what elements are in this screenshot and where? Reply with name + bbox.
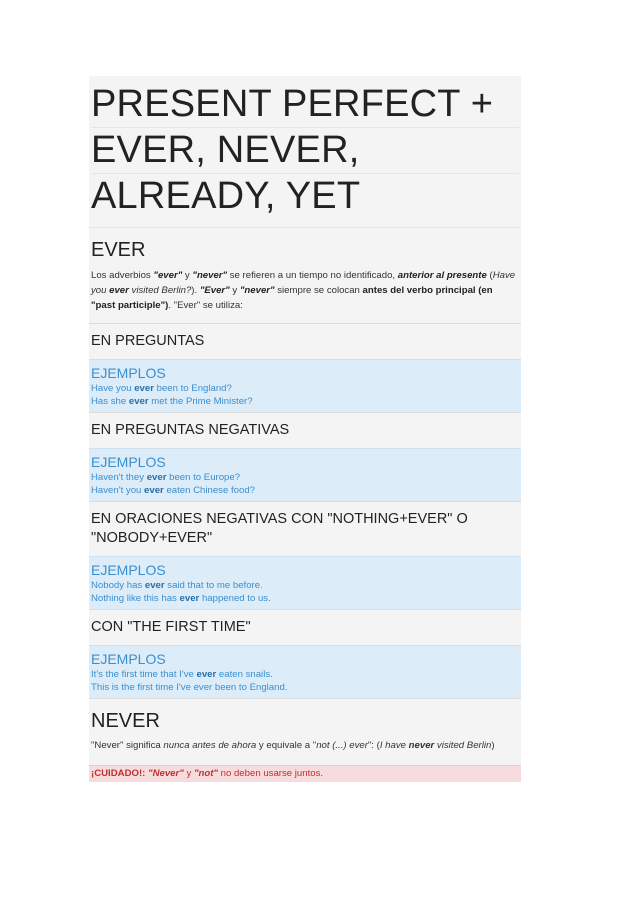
example-line: Haven't they ever been to Europe? <box>91 472 241 483</box>
examples-box <box>89 448 521 501</box>
section-heading-preguntas-negativas: EN PREGUNTAS NEGATIVAS <box>89 412 521 448</box>
examples-heading: EJEMPLOS <box>91 365 166 381</box>
examples-heading: EJEMPLOS <box>91 651 166 667</box>
title-line-2: EVER, NEVER, <box>91 128 519 174</box>
section-heading-preguntas: EN PREGUNTAS <box>89 323 521 359</box>
never-explanation: "Never" significa nunca antes de ahora y equivale a "not (...) ever": (I have never visited Berlin) <box>91 740 495 751</box>
title-line-1: PRESENT PERFECT + <box>91 82 519 128</box>
examples-box <box>89 556 521 609</box>
example-line: Has she ever met the Prime Minister? <box>91 395 253 407</box>
content-panel <box>89 76 521 782</box>
warning-note: ¡CUIDADO!: "Never" y "not" no deben usarse juntos. <box>89 765 521 782</box>
example-line: Nobody has ever said that to me before. <box>91 580 263 591</box>
example-line: It's the first time that I've ever eaten snails. <box>91 669 273 680</box>
example-line: Nothing like this has ever happened to us. <box>91 592 271 604</box>
title-line-3: ALREADY, YET <box>91 175 361 217</box>
page-title <box>89 76 521 228</box>
examples-heading: EJEMPLOS <box>91 562 166 578</box>
example-line: This is the first time I've ever been to England. <box>91 681 288 693</box>
section-heading-first-time: CON "THE FIRST TIME" <box>89 609 521 645</box>
examples-box <box>89 645 521 698</box>
ever-heading: EVER <box>91 239 146 261</box>
examples-box <box>89 359 521 412</box>
example-line: Have you ever been to England? <box>91 383 232 394</box>
ever-intro-paragraph: Los adverbios "ever" y "never" se refieren a un tiempo no identificado, anterior al presente (Have you ever visited Berlin?). "Ever" y "never" siempre se colocan antes del verbo principal (en "past participle"). "Ever" se utiliza: <box>91 270 516 311</box>
section-heading-oraciones-negativas: EN ORACIONES NEGATIVAS CON "NOTHING+EVER" O "NOBODY+EVER" <box>89 501 521 556</box>
never-heading: NEVER <box>89 698 521 737</box>
examples-heading: EJEMPLOS <box>91 454 166 470</box>
example-line: Haven't you ever eaten Chinese food? <box>91 484 255 496</box>
